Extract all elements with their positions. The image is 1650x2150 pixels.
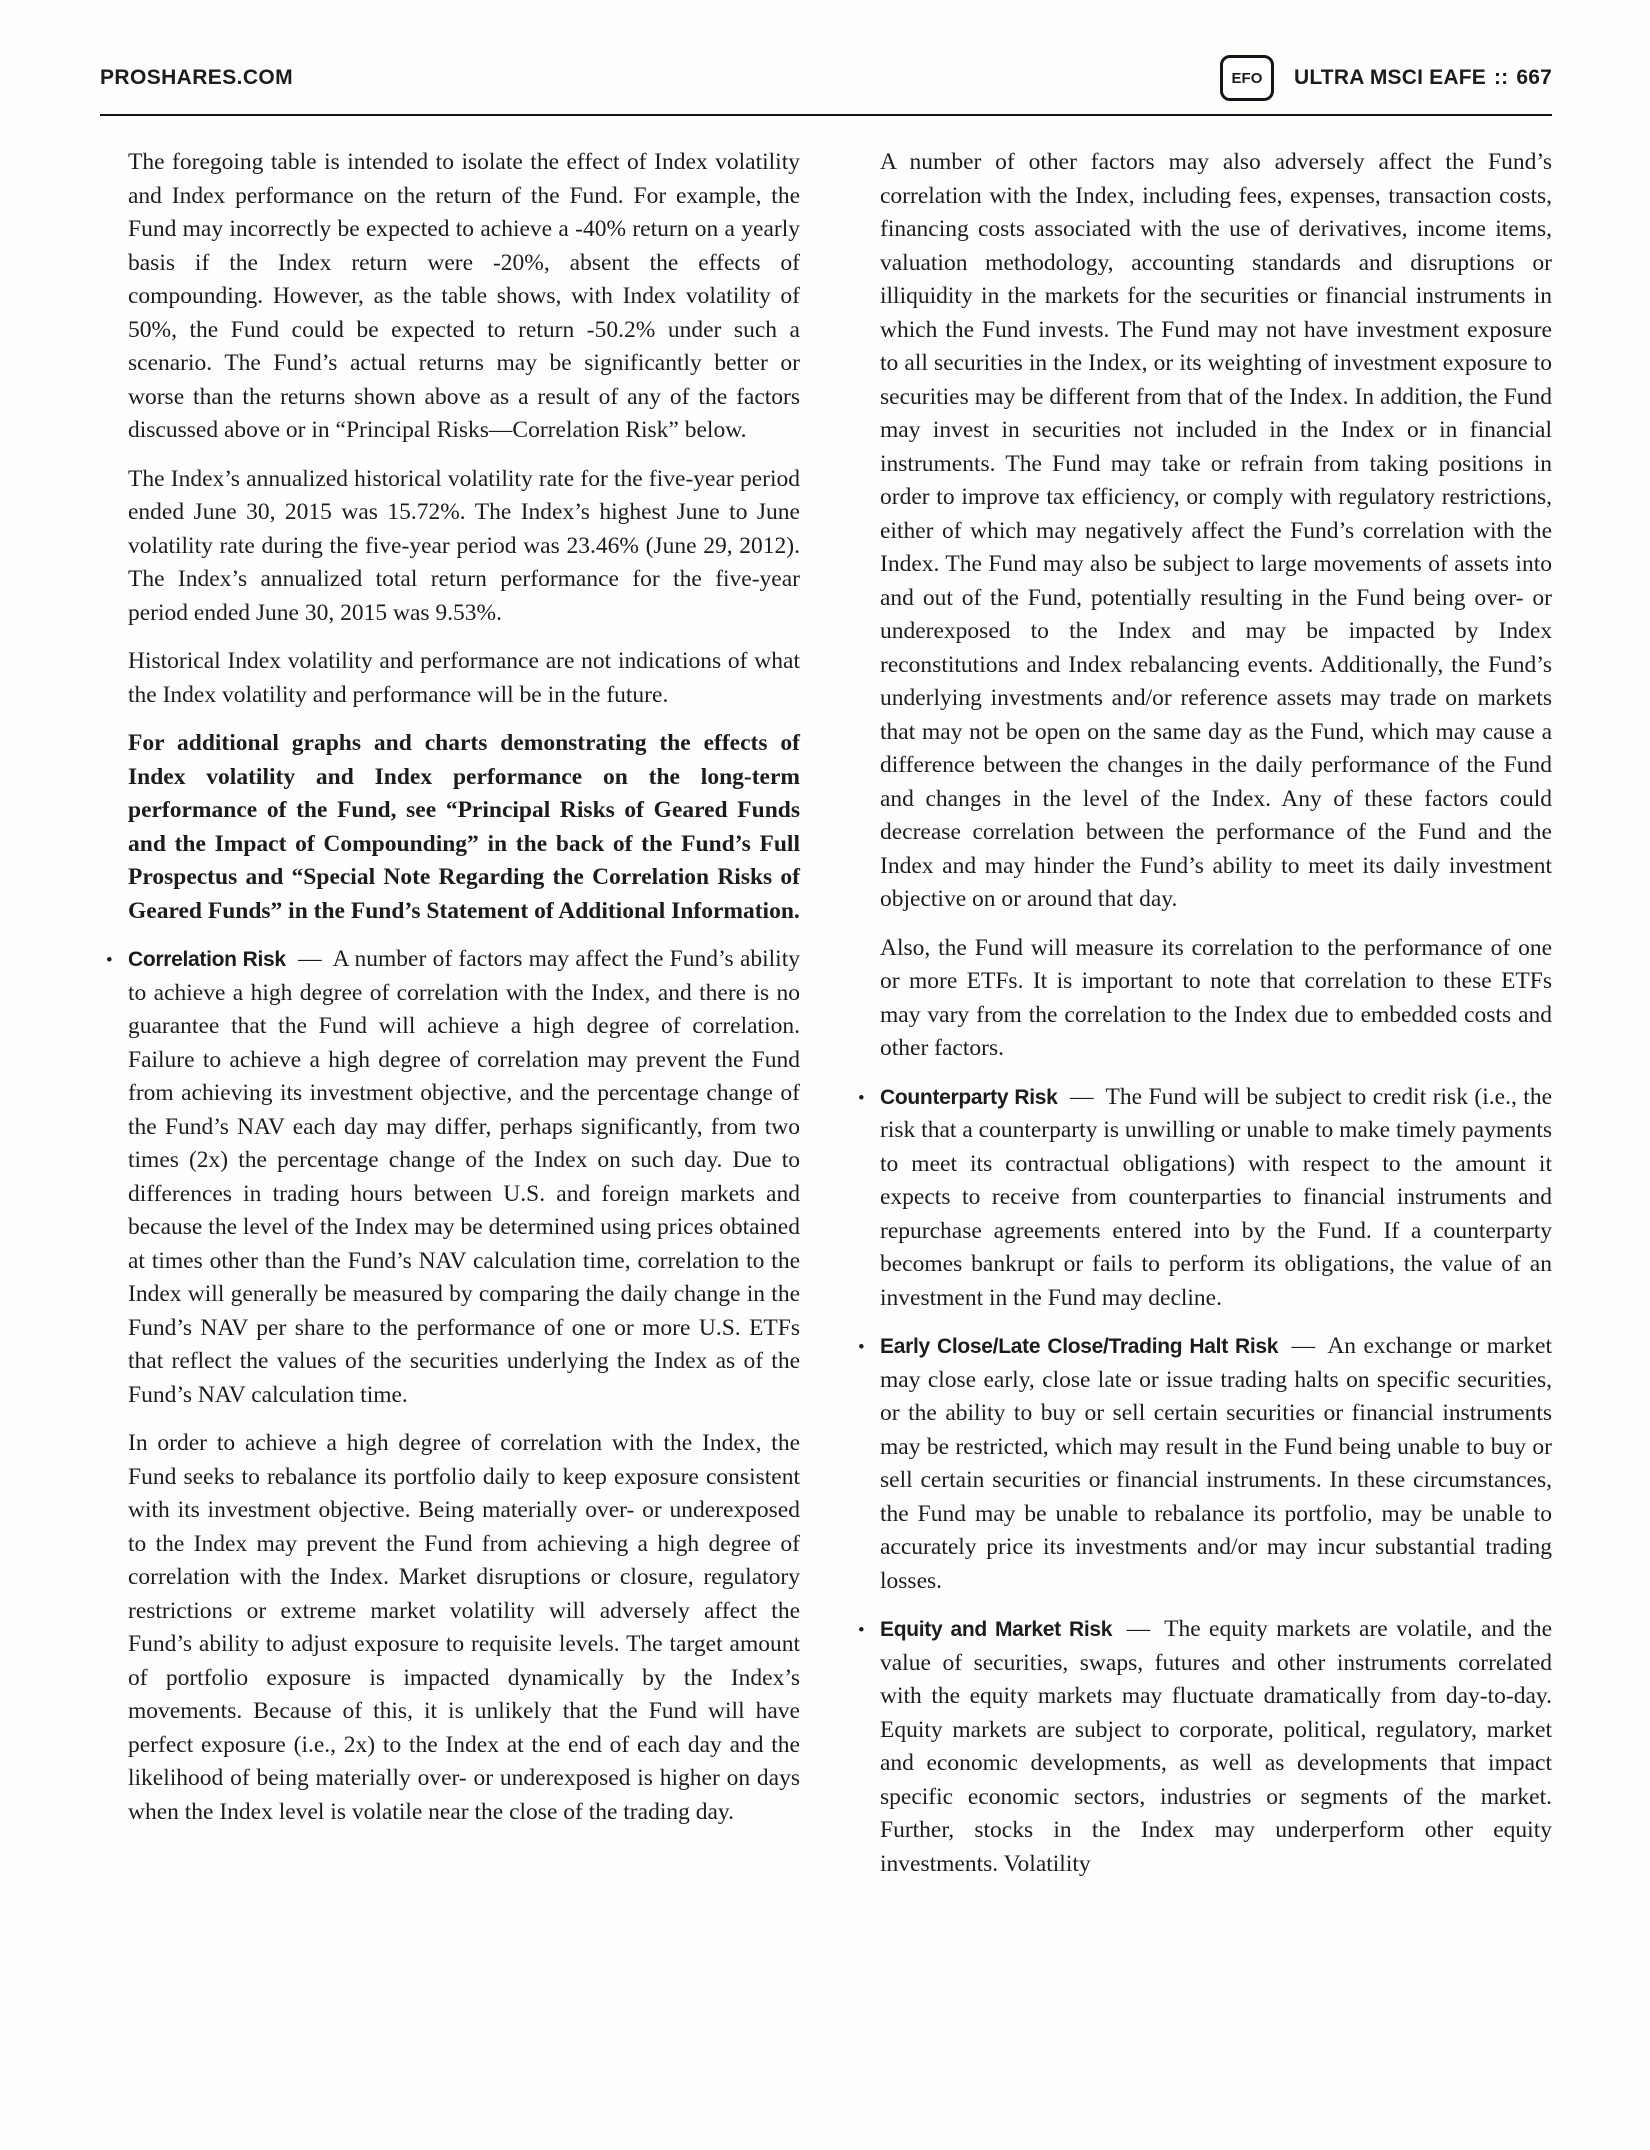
bullet-icon: • [858, 1337, 865, 1358]
risk-heading: Counterparty Risk [880, 1085, 1058, 1109]
fund-name: ULTRA MSCI EAFE [1293, 66, 1486, 89]
right-column [852, 146, 1552, 1896]
risk-text: The equity markets are volatile, and the value of securities, swaps, futures and other instruments correlated with the equity markets may fluctuate dramatically from day-to-day. Equity markets are subject to corporate, political, regulatory, market and economic developments, as well as developments that impact specific economic sectors, industries or segments of the market. Further, stocks in the Index may underperform other equity investments. Volatility [880, 1616, 1553, 1877]
em-dash: — [1126, 1616, 1151, 1642]
bullet-icon: • [858, 1087, 865, 1109]
em-dash: — [298, 946, 322, 972]
paragraph: The foregoing table is intended to isolate the effect of Index volatility and Index performance on the return of the Fund. For example, the Fund may incorrectly be expected to achieve a -40% return on a yearly basis if the Index return were -20%, absent the effects of compounding. However, as the table shows, with Index volatility of 50%, the Fund could be expected to return -50.2% under such a scenario. The Fund’s actual returns may be significantly better or worse than the returns shown above as a result of any of the factors discussed above or in “Principal Risks—Correlation Risk” below. [128, 149, 800, 443]
paragraph: Historical Index volatility and performance are not indications of what the Index volatility and performance will be in the future. [128, 648, 800, 708]
bullet-item-correlation-risk [106, 943, 800, 1412]
title-separator: :: [1493, 66, 1509, 89]
risk-heading: Equity and Market Risk [880, 1618, 1113, 1641]
left-column [100, 146, 800, 1896]
page-number: 667 [1516, 66, 1552, 89]
bullet-item-counterparty-risk [858, 1081, 1552, 1316]
risk-text: A number of factors may affect the Fund’s ability to achieve a high degree of correlation with the Index, and there is no guarantee that the Fund will achieve a high degree of correlation. Failure to achieve a high degree of correlation may prevent the Fund from achieving its investment objective, and the percentage change of the Fund’s NAV each day may differ, perhaps significantly, from two times (2x) the percentage change of the Index on such day. Due to differences in trading hours between U.S. and foreign markets and because the level of the Index may be determined using prices obtained at times other than the Fund’s NAV calculation time, correlation to the Index will generally be measured by comparing the daily change in the Fund’s NAV per share to the performance of one or more U.S. ETFs that reflect the values of the securities underlying the Index as of the Fund’s NAV calculation time. [128, 946, 800, 1408]
paragraph: Also, the Fund will measure its correlation to the performance of one or more ETFs. It is important to note that correlation to these ETFs may vary from the correlation to the Index due to embedded costs and other factors. [880, 934, 1552, 1061]
bullet-icon: • [858, 1620, 865, 1641]
efo-ticker-badge: EFO [1220, 55, 1274, 101]
fund-title [1294, 66, 1552, 90]
bullet-icon: • [106, 950, 113, 971]
bold-note-paragraph: For additional graphs and charts demonstrating the effects of Index volatility and Index performance on the long-term performance of the Fund, see “Principal Risks of Geared Funds and the Impact of Compounding” in the back of the Fund’s Full Prospectus and “Special Note Regarding the Correlation Risks of Geared Funds” in the Fund’s Statement of Additional Information. [128, 730, 800, 924]
bullet-item-equity-market-risk [858, 1613, 1553, 1881]
paragraph: A number of other factors may also adversely affect the Fund’s correlation with the Index, including fees, expenses, transaction costs, financing costs associated with the use of derivatives, income items, valuation methodology, accounting standards and disruptions or illiquidity in the markets for the securities or financial instruments in which the Fund invests. The Fund may not have investment exposure to all securities in the Index, or its weighting of investment exposure to securities may be different from that of the Index. In addition, the Fund may invest in securities not included in the Index or in financial instruments. The Fund may take or refrain from taking positions in order to improve tax efficiency, or comply with regulatory restrictions, either of which may negatively affect the Fund’s correlation with the Index. The Fund may also be subject to large movements of assets into and out of the Fund, potentially resulting in the Fund being over- or underexposed to the Index and may be impacted by Index reconstitutions and Index rebalancing events. Additionally, the Fund’s underlying investments and/or reference assets may trade on markets that may not be open on the same day as the Fund, which may cause a difference between the changes in the daily performance of the Fund and changes in the level of the Index. Any of these factors could decrease correlation between the performance of the Fund and the Index and may hinder the Fund’s ability to meet its daily investment objective on or around that day. [880, 149, 1552, 912]
header-right [1220, 55, 1552, 101]
header-rule [100, 114, 1552, 116]
em-dash: — [1070, 1083, 1094, 1110]
page-header [100, 55, 1552, 101]
risk-heading: Early Close/Late Close/Trading Halt Risk [880, 1335, 1279, 1358]
two-column-body [100, 146, 1552, 1896]
bullet-item-early-close-risk [858, 1330, 1552, 1598]
risk-text: An exchange or market may close early, close late or issue trading halts on specific securities, or the ability to buy or sell certain securities or financial instruments may be restricted, which may result in the Fund being unable to buy or sell certain securities or financial instruments. In these circumstances, the Fund may be unable to rebalance its portfolio, may be unable to accurately price its investments and/or may incur substantial trading losses. [880, 1333, 1552, 1594]
risk-text: The Fund will be subject to credit risk (i.e., the risk that a counterparty is unwilling or unable to make timely payments to meet its contractual obligations) with respect to the amount it expects to receive from counterparties to financial instruments and repurchase agreements entered into by the Fund. If a counterparty becomes bankrupt or fails to perform its obligations, the value of an investment in the Fund may decline. [880, 1083, 1552, 1311]
em-dash: — [1291, 1333, 1316, 1359]
risk-heading: Correlation Risk [128, 948, 286, 971]
paragraph: In order to achieve a high degree of correlation with the Index, the Fund seeks to rebalance its portfolio daily to keep exposure consistent with its investment objective. Being materially over- or underexposed to the Index may prevent the Fund from achieving a high degree of correlation with the Index. Market disruptions or closure, regulatory restrictions or extreme market volatility will adversely affect the Fund’s ability to adjust exposure to requisite levels. The target amount of portfolio exposure is impacted dynamically by the Index’s movements. Because of this, it is unlikely that the Fund will have perfect exposure (i.e., 2x) to the Index at the end of each day and the likelihood of being materially over- or underexposed is higher on days when the Index level is volatile near the close of the trading day. [128, 1430, 800, 1825]
paragraph: The Index’s annualized historical volatility rate for the five-year period ended June 30, 2015 was 15.72%. The Index’s highest June to June volatility rate during the five-year period was 23.46% (June 29, 2012). The Index’s annualized total return performance for the five-year period ended June 30, 2015 was 9.53%. [128, 465, 800, 626]
site-name: PROSHARES.COM [100, 66, 294, 89]
